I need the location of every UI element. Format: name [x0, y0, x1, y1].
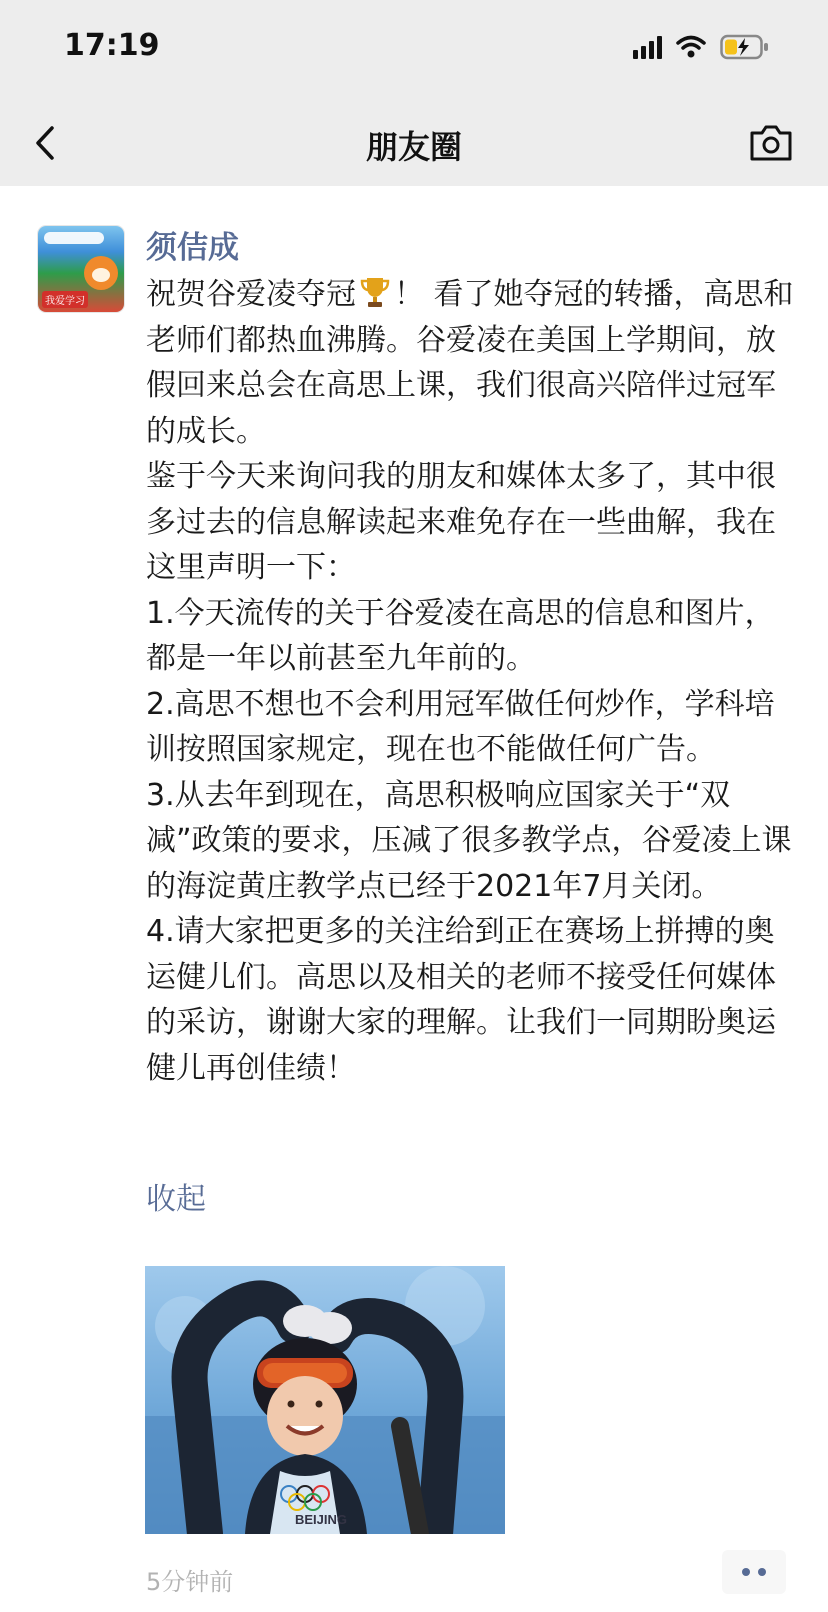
- camera-icon: [748, 122, 794, 164]
- post-paragraph-5: 3.从去年到现在，高思积极响应国家关于“双减”政策的要求，压减了很多教学点，谷爱凌上课的海淀黄庄教学点已经于2021年7月关闭。: [146, 777, 792, 904]
- wifi-icon: [676, 35, 706, 59]
- post-text: [146, 272, 796, 1091]
- camera-button[interactable]: [748, 122, 794, 164]
- fox-mascot-icon: [84, 256, 118, 290]
- avatar-banner: [44, 232, 104, 244]
- battery-charging-icon: [720, 34, 770, 60]
- avatar-tag: 我爱学习: [42, 291, 88, 308]
- page-title: 朋友圈: [365, 128, 462, 166]
- post-paragraph-1: [146, 272, 796, 454]
- more-dot-icon: [758, 1568, 766, 1576]
- more-actions-button[interactable]: [722, 1550, 786, 1594]
- moment-post: [0, 186, 828, 1612]
- status-bar: [0, 0, 828, 100]
- status-icons: [633, 34, 770, 60]
- post-timestamp: 5分钟前: [146, 1568, 234, 1596]
- post-paragraph-3: 1.今天流传的关于谷爱凌在高思的信息和图片，都是一年以前甚至九年前的。: [146, 595, 775, 676]
- post-paragraph-4: 2.高思不想也不会利用冠军做任何炒作，学科培训按照国家规定，现在也不能做任何广告。: [146, 686, 775, 767]
- nav-bar: [0, 100, 828, 187]
- post-text-greeting: 祝贺谷爱凌夺冠: [146, 277, 356, 312]
- trophy-icon: [358, 275, 392, 309]
- author-name[interactable]: 须佶成: [146, 230, 239, 266]
- athlete-photo-illustration: [145, 1266, 505, 1534]
- more-dot-icon: [742, 1568, 750, 1576]
- collapse-link[interactable]: 收起: [146, 1182, 206, 1217]
- post-paragraph-6: 4.请大家把更多的关注给到正在赛场上拼搏的奥运健儿们。高思以及相关的老师不接受任何媒体的采访，谢谢大家的理解。让我们一同期盼奥运健儿再创佳绩！: [146, 914, 776, 1086]
- photo-caption-text: BEIJING: [295, 1512, 348, 1527]
- signal-icon: [633, 35, 662, 59]
- avatar[interactable]: [38, 226, 124, 312]
- post-text-intro: ！ 看了她夺冠的转播，高思和老师们都热血沸腾。谷爱凌在美国上学期间，放假回来总会在高思上课，我们很高兴陪伴过冠军的成长。: [146, 277, 794, 449]
- post-photo[interactable]: [145, 1266, 505, 1534]
- status-time: 17:19: [64, 28, 160, 63]
- post-paragraph-2: 鉴于今天来询问我的朋友和媒体太多了，其中很多过去的信息解读起来难免存在一些曲解，我在这里声明一下：: [146, 459, 776, 585]
